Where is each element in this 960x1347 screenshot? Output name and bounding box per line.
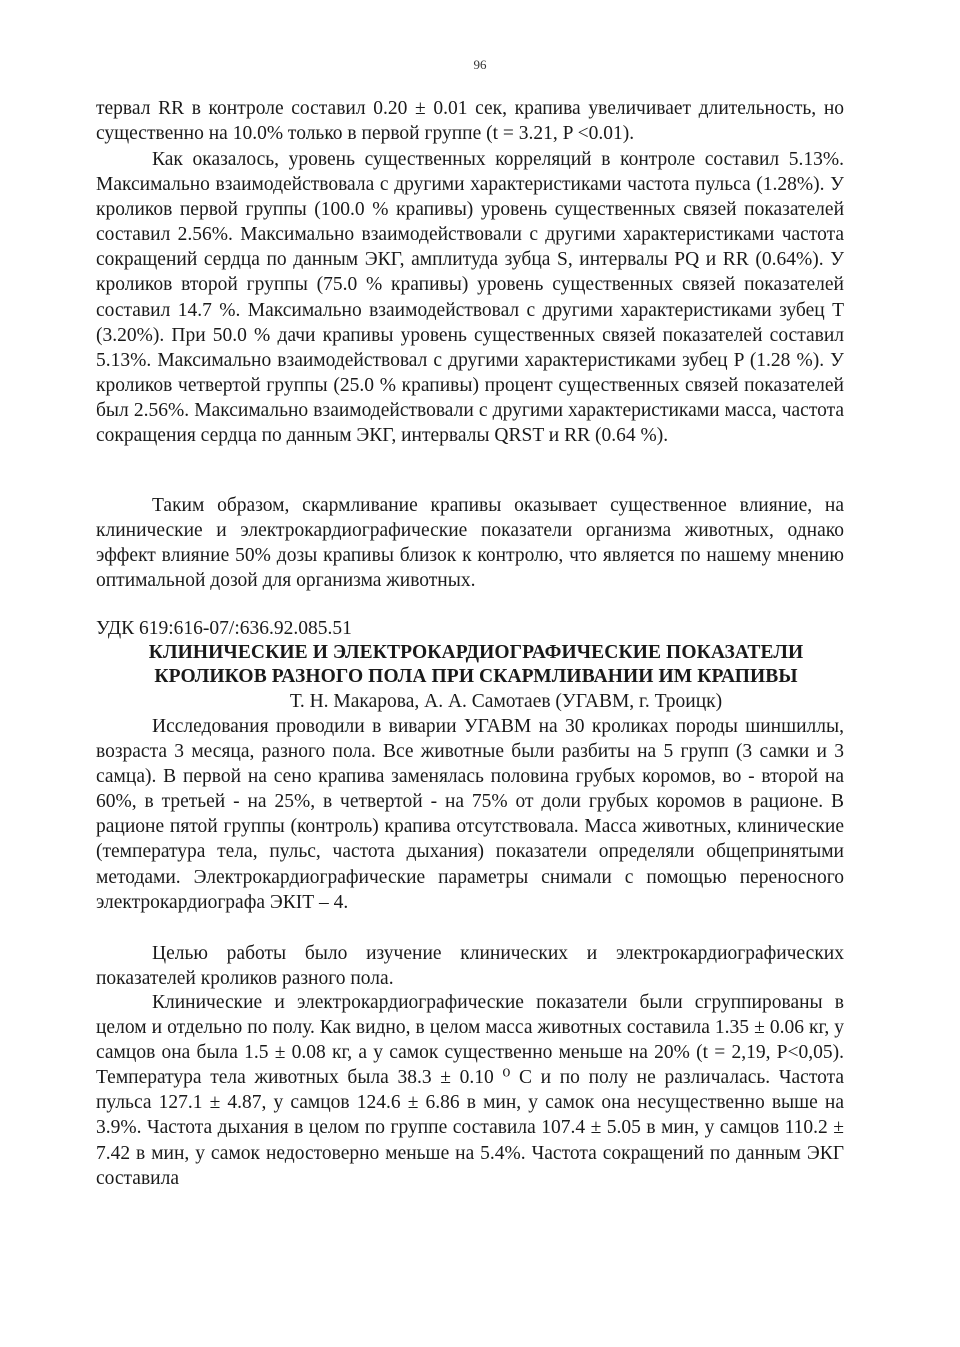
article-title — [96, 641, 856, 689]
paragraph-text: Как оказалось, уровень существенных корреляций в контроле составил 5.13%. Максимально взаимодействовала с другими характеристиками частота пульса (1.28%). У кроликов первой группы (100.0 % крапивы) уровень существенных связей показателей составил 2.56%. Максимально взаимодействовали с другими характеристиками частота сокращений сердца по данным ЭКГ, амплитуда зубца S, интервалы PQ и RR (0.64%). У кроликов второй группы (75.0 % крапивы) уровень существенных связей показателей составил 14.7 %. Максимально взаимодействовал с другими характеристиками зубец T (3.20%). При 50.0 % дачи крапивы уровень существенных связей показателей составил 5.13%. Максимально взаимодействовал с другими характеристиками зубец P (1.28 %). У кроликов четвертой группы (25.0 % крапивы) процент существенных связей показателей был 2.56%. Максимально взаимодействовали с другими характеристиками масса, частота сокращения сердца по данным ЭКГ, интервалы QRST и RR (0.64 %). — [96, 149, 844, 447]
paragraph-rr-interval — [96, 96, 844, 146]
paragraph-conclusion — [96, 493, 844, 593]
paragraph-text: Клинические и электрокардиографические показатели были сгруппированы в целом и отдельно по полу. Как видно, в целом масса животных составила 1.35 ± 0.06 кг, у самцов она была 1.5 ± 0.08 кг, а у самок существенно меньше на 20% (t = 2,19, P<0,05). Температура тела животных была 38.3 ± 0.10 ⁰ С и по полу не различалась. Частота пульса 127.1 ± 4.87, у самцов 124.6 ± 6.86 в мин, у самок она несущественно выше на 3.9%. Частота дыхания в целом по группе составила 107.4 ± 5.05 в мин, у самцов 110.2 ± 7.42 в мин, у самок недостоверно меньше на 5.4%. Частота сокращений по данным ЭКГ составила — [96, 992, 844, 1189]
paragraph-text: тервал RR в контроле составил 0.20 ± 0.01 сек, крапива увеличивает длительность, но существенно на 10.0% только в первой группе (t = 3.21, P <0.01). — [96, 98, 844, 145]
paragraph-text: Целью работы было изучение клинических и электрокардиографических показателей кроликов разного пола. — [96, 943, 844, 990]
paragraph-correlations — [96, 147, 844, 448]
paragraph-text: Таким образом, скармливание крапивы оказывает существенное влияние, на клинические и электрокардиографические показатели организма животных, однако эффект влияние 50% дозы крапивы близок к контролю, что является по нашему мнению оптимальной дозой для организма животных. — [96, 495, 844, 592]
paragraph-results — [96, 990, 844, 1191]
article-authors: Т. Н. Макарова, А. А. Самотаев (УГАВМ, г. Троицк) — [289, 691, 723, 712]
udc-code: УДК 619:616-07/:636.92.085.51 — [96, 618, 352, 639]
paragraph-text: Исследования проводили в виварии УГАВМ на 30 кроликах породы шиншиллы, возраста 3 месяца, разного пола. Все животные были разбиты на 5 групп (3 самки и 3 самца). В первой на сено крапива заменялась половина грубых коромов, во - второй на 60%, в третьей - на 25%, в четвертой - на 75% от доли грубых коромов в рационе. В рационе пятой группы (контроль) крапива отсутствовала. Масса животных, клинические (температура тела, пульс, частота дыхания) показатели определяли общепринятыми методами. Электрокардиографические параметры снимали с помощью переносного электрокардиографа ЭКIТ – 4. — [96, 716, 844, 913]
paragraph-methods — [96, 714, 844, 915]
paragraph-aim — [96, 941, 844, 991]
page-number: 96 — [473, 57, 487, 72]
article-title-line-1: КЛИНИЧЕСКИЕ И ЭЛЕКТРОКАРДИОГРАФИЧЕСКИЕ ПОКАЗАТЕЛИ — [148, 642, 804, 663]
article-title-line-2: КРОЛИКОВ РАЗНОГО ПОЛА ПРИ СКАРМЛИВАНИИ ИМ КРАПИВЫ — [154, 666, 798, 687]
